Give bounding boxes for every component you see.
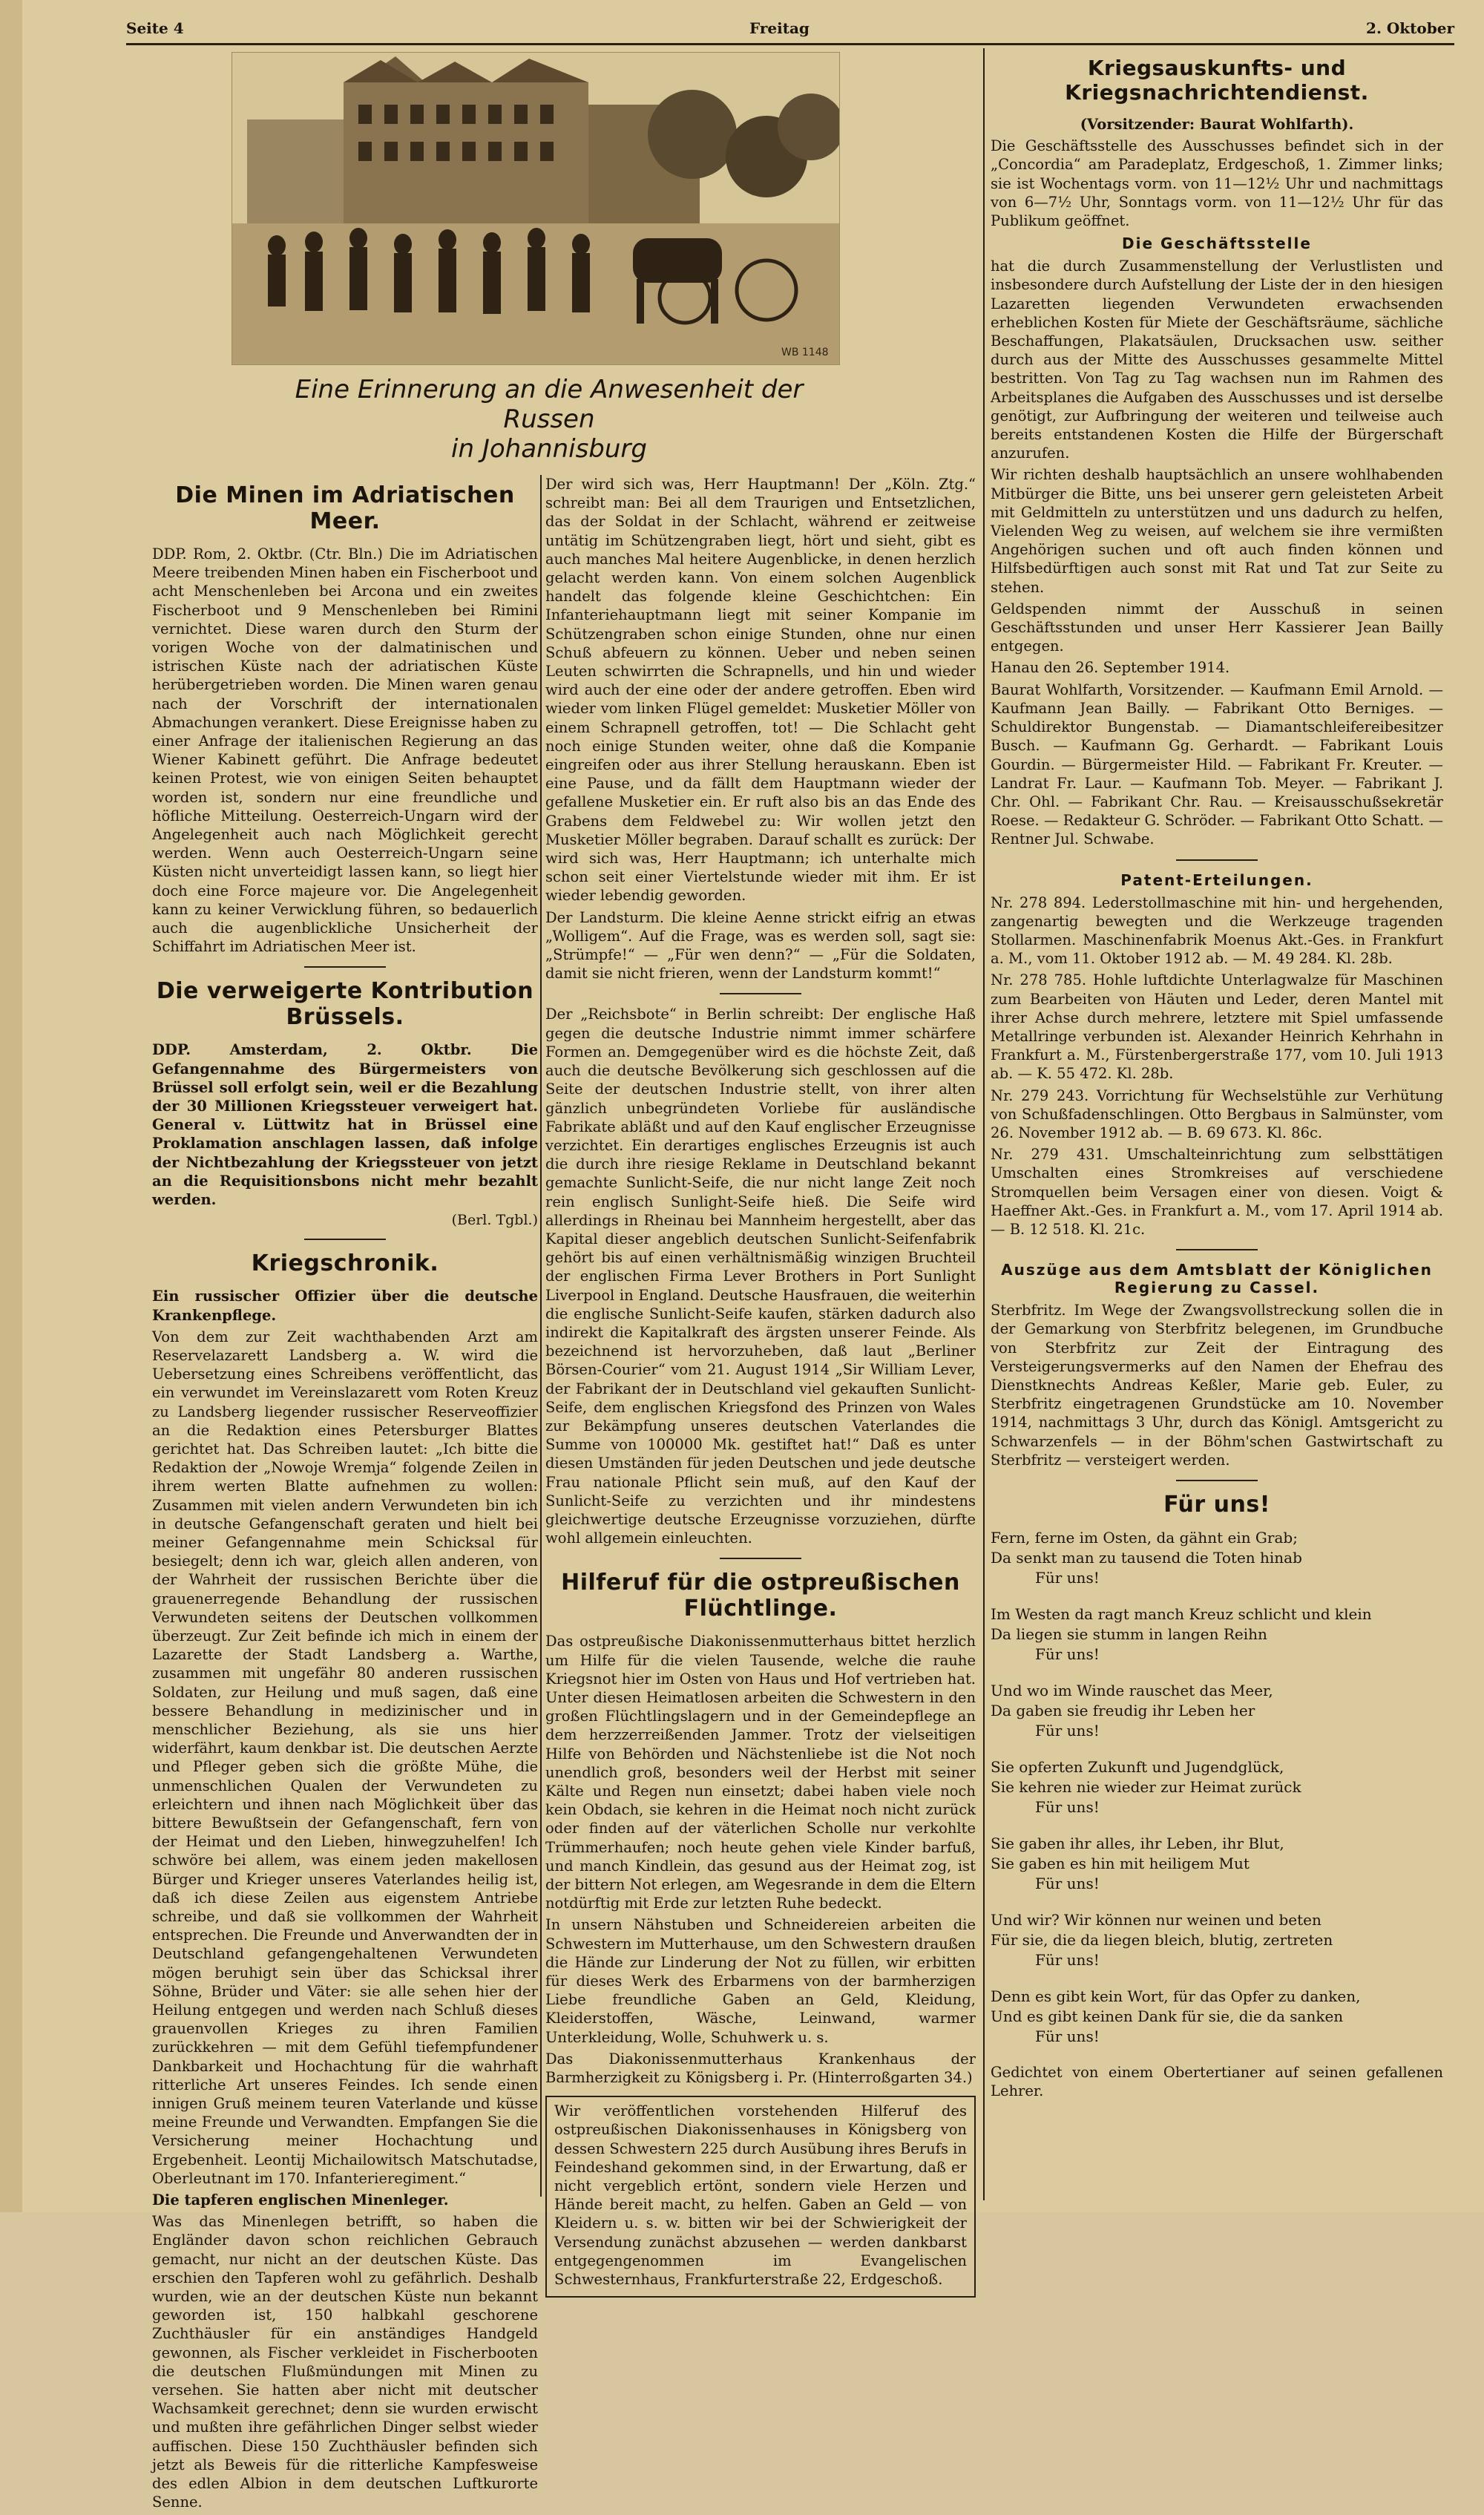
poem-stanza <box>991 1681 1443 1741</box>
caption-line-1: Eine Erinnerung an die Anwesenheit der Russen <box>295 375 804 434</box>
right-column <box>991 48 1443 2103</box>
weekday: Freitag <box>749 19 810 37</box>
poem <box>991 1528 1443 2047</box>
poem-line: Da senkt man zu tausend die Toten hinab <box>991 1549 1302 1567</box>
article-title-hilferuf: Hilferuf für die ostpreußischen Flüchtlinge. <box>561 1570 960 1622</box>
poem-stanza <box>991 1604 1443 1665</box>
page-number: Seite 4 <box>126 19 184 37</box>
article-text-hilferuf-1: Das ostpreußische Diakonissenmutterhaus bittet herzlich um Hilfe für die vielen Tausende, welche die rauhe Kriegsnot hier im Osten von Haus und Hof vertrieben hat. Unter diesen Heimatlosen arbeiten die Schwestern in den großen Flüchtlingslagern und in der Gemeindepflege an dem herzzerreißenden Jammer. Trotz der vielseitigen Hilfe von Behörden und Nächstenliebe ist die Not noch unendlich groß, besonders weil der Herbst mit seiner Kälte und Regen nun einsetzt; dabei haben viele noch kein Obdach, sie kehren in die Heimat noch nicht zurück oder finden auf der väterlichen Scholle nur verkohlte Trümmerhaufen; noch heute gehen viele Kinder barfuß, und manch Kindlein, das gesund aus der Heimat zog, ist der bittern Not erlegen, am Wegesrande in dem die Eltern notdürftig mit Erde zur letzten Ruhe bedeckt. <box>545 1633 976 1912</box>
subheading-geschaeftsstelle: Die Geschäftsstelle <box>1122 235 1312 253</box>
article-text-hilferuf-3: Das Diakonissenmutterhaus Krankenhaus der Barmherzigkeit zu Königsberg i. Pr. (Hinterroßgarten 34.) <box>545 2050 976 2087</box>
poem-line: Für sie, die da liegen bleich, blutig, zertreten <box>991 1931 1333 1949</box>
patent-entry: Nr. 279 431. Umschalteinrichtung zum selbsttätigen Umschalten eines Stromkreises auf verschiedene Stromquellen beim Versagen einer von diesen. Voigt & Haeffner Akt.-Ges. in Frankfurt a. M., vom 17. April 1914 ab. — B. 12 518. Kl. 21c. <box>991 1146 1443 1238</box>
article-text-minen: DDP. Rom, 2. Oktbr. (Ctr. Bln.) Die im Adriatischen Meere treibenden Minen haben ein Fischerboot und acht Menschenleben bei Arcona und ein zweites Fischerboot und 9 Menschenleben bei Rimini vernichtet. Diese waren durch den Sturm der vorigen Woche von der dalmatinischen und istrischen Küste nach der adriatischen Küste herübergetrieben worden. Die Minen waren genau nach der Vorschrift der internationalen Abmachungen verankert. Diese Ereignisse haben zu einer Anfrage der italienischen Regierung an das Wiener Kabinett geführt. Die Anfrage bedeutet keinen Protest, wie von einigen Seiten behauptet worden ist, sondern nur eine freundliche und höfliche Mitteilung. Oesterreich-Ungarn wird der Angelegenheit auch nach Möglichkeit gerecht werden. Wenn auch Oesterreich-Ungarn seine Küsten nicht unverteidigt lassen kann, so liegt hier doch eine Force majeure vor. Die Angelegenheit kann zu keiner Verwicklung führen, so bedauerlich auch die augenblickliche Unsicherheit der Schiffahrt im Adriatischen Meer ist. <box>152 545 538 956</box>
russians-in-johannisburg-drawing <box>232 53 839 364</box>
editor-note-box <box>545 2096 976 2298</box>
article-source: (Berl. Tgbl.) <box>451 1212 538 1229</box>
illustration-caption <box>267 375 831 464</box>
poem-title: Für uns! <box>1163 1492 1270 1518</box>
article-subtitle-kriegsauskunft: (Vorsitzender: Baurat Wohlfarth). <box>1080 116 1354 133</box>
divider <box>720 993 801 994</box>
article-title-minen: Die Minen im Adriatischen Meer. <box>175 482 515 534</box>
poem-refrain: Für uns! <box>1035 1951 1100 1969</box>
poem-line: Fern, ferne im Osten, da gähnt ein Grab; <box>991 1529 1298 1547</box>
article-text-geldspenden: Geldspenden nimmt der Ausschuß in seinen Geschäftsstunden und unser Herr Kassierer Jean Bailly entgegen. <box>991 600 1443 655</box>
issue-date: 2. Oktober <box>1366 19 1454 37</box>
divider <box>1176 1249 1258 1250</box>
patent-entry: Nr. 279 243. Vorrichtung für Wechselstühle zur Verhütung von Schußfadenschlingen. Otto Bergbaus in Salmünster, vom 26. November 1912 ab. — B. 69 673. Kl. 86c. <box>991 1086 1443 1141</box>
article-text-bruessel: DDP. Amsterdam, 2. Oktbr. Die Gefangennahme des Bürgermeisters von Brüssel soll erfolgt sein, weil er die Bezahlung der 30 Millionen Kriegssteuer verweigert hat. General v. Lüttwitz hat in Brüssel eine Proklamation anschlagen lassen, daß infolge der Nichtbezahlung der Kriegssteuer von jetzt an die Requisitionsbons nicht mehr bezahlt werden. <box>152 1041 538 1209</box>
poem-stanza <box>991 1987 1443 2047</box>
poem-refrain: Für uns! <box>1035 1875 1100 1892</box>
article-text-reichsbote: Der „Reichsbote“ in Berlin schreibt: Der englische Haß gegen die deutsche Industrie nimmt immer schärfere Formen an. Demgegenüber wird es die höchste Zeit, daß auch die deutsche Bevölkerung sich geschlossen auf die Seite der deutschen Industrie stellt, von ihrer alten gänzlich unbegründeten Vorliebe für ausländische Fabrikate abläßt und auf den Kauf englischer Erzeugnisse verzichtet. Ein derartiges englisches Erzeugnis ist auch die durch ihre riesige Reklame in Deutschland bekannt gemachte Sunlicht-Seife, die nur nicht lange Zeit noch rein englisch Sunlight-Seife hieß. Die Seife wird allerdings in Rheinau bei Mannheim hergestellt, aber das Kapital dieser angeblich deutschen Sunlicht-Seifenfabrik gehört bis auf einen verhältnismäßig winzigen Bruchteil der englischen Firma Lever Brothers in Port Sunlight Liverpool in England. Deutsche Hausfrauen, die weiterhin die englische Sunlicht-Seife kaufen, stärken dadurch also indirekt die Kapitalkraft des ärgsten unserer Feinde. Als bezeichnend ist hervorzuheben, daß laut „Berliner Börsen-Courier“ vom 21. August 1914 „Sir William Lever, der Fabrikant der in Deutschland viel gekauften Sunlicht-Seife, dem englischen Kriegsfond des Prinzen von Wales zur Bekämpfung unseres deutschen Vaterlandes die Summe von 100000 Mk. gestiftet hat!“ Daß es unter diesen Umständen für jeden Deutschen und jede deutsche Frau nationale Pflicht sein muß, auf den Kauf der Sunlicht-Seife zu verzichten und ihr mindestens gleichwertige deutsche Erzeugnisse vorzuziehen, dürfte wohl allgemein einleuchten. <box>545 1006 976 1547</box>
subheading-minenleger: Die tapferen englischen Minenleger. <box>152 2191 449 2209</box>
article-title-patente: Patent-Erteilungen. <box>1120 870 1313 889</box>
left-column <box>152 475 538 2515</box>
poem-line: Da gaben sie freudig ihr Leben her <box>991 1702 1255 1719</box>
article-title-kriegsauskunft: Kriegsauskunfts- und Kriegsnachrichtendienst. <box>1065 56 1369 105</box>
patent-entry: Nr. 278 785. Hohle luftdichte Unterlagwalze für Maschinen zum Bearbeiten von Häuten und Leder, deren Mantel mit ihrer Achse durch mehrere, letztere mit Spiel umfassende Metallringe verbunden ist. Alexander Heinrich Kehrhahn in Frankfurt a. M., Fürstenbergerstraße 177, vom 10. Juli 1913 ab. — K. 55 472. Kl. 28b. <box>991 971 1443 1083</box>
article-text-geschaeftsstelle: hat die durch Zusammenstellung der Verlustlisten und insbesondere durch Aufstellung der Liste der in den hiesigen Lazaretten liegenden Verwundeten erwachsenden erheblichen Kosten für Miete der Geschäftsräume, sächliche Beschaffungen, Plakatsäulen, Drucksachen usw. seither durch aus der Mitte des Ausschusses gesammelte Mittel bestritten. Von Tag zu Tag wachsen nun im Rahmen des Arbeitsplanes die Aufgaben des Ausschusses und ist derselbe genötigt, zur Aufbringung der weiteren und teilweise auch bereits entstandenen Kosten die Hilfe der Bürgerschaft anzurufen. <box>991 258 1443 462</box>
divider <box>1176 1480 1258 1481</box>
illustration-signature: WB 1148 <box>781 347 829 358</box>
poem-stanza <box>991 1910 1443 1970</box>
article-text-amtsblatt: Sterbfritz. Im Wege der Zwangsvollstreckung sollen die in der Gemarkung von Sterbfritz belegenen, im Grundbuche von Sterbfritz zur Zeit der Eintragung des Versteigerungsvermerks auf den Namen der Ehefrau des Dienstknechts Andreas Keßler, Marie geb. Euler, zu Sterbfritz eingetragenen Grundstücke am 10. November 1914, nachmittags 3 Uhr, durch das Königl. Amtsgericht zu Schwarzenfels — in der Böhm'schen Gastwirtschaft zu Sterbfritz — versteigert werden. <box>991 1302 1443 1469</box>
page-edge <box>0 0 22 2212</box>
article-text-landsturm: Der Landsturm. Die kleine Aenne strickt eifrig an etwas „Wolligem“. Auf die Frage, was es werden soll, sagt sie: „Strümpfe!“ — „Für wen denn?“ — „Für die Soldaten, damit sie nicht frieren, wenn der Landsturm kommt!“ <box>545 908 976 983</box>
article-title-bruessel: Die verweigerte Kontribution Brüssels. <box>156 978 534 1031</box>
poem-credit: Gedichtet von einem Obertertianer auf seinen gefallenen Lehrer. <box>991 2064 1443 2100</box>
article-date: Hanau den 26. September 1914. <box>991 659 1230 677</box>
poem-line: Denn es gibt kein Wort, für das Opfer zu danken, <box>991 1987 1361 2005</box>
article-text-geschaeftsstelle-hours: Die Geschäftsstelle des Ausschusses befindet sich in der „Concordia“ am Paradeplatz, Erdgeschoß, 1. Zimmer links; sie ist Wochentags vorm. von 11—12½ Uhr und nachmittags von 6—7½ Uhr, Sonntags vorm. von 11—12½ Uhr für das Publikum geöffnet. <box>991 137 1443 230</box>
illustration <box>232 52 840 365</box>
poem-line: Da liegen sie stumm in langen Reihn <box>991 1625 1267 1643</box>
poem-stanza <box>991 1757 1443 1817</box>
committee-members: Baurat Wohlfarth, Vorsitzender. — Kaufmann Emil Arnold. — Kaufmann Jean Bailly. — Fabrikant Otto Berniges. — Schuldirektor Bungenstab. — Diamantschleifereibesitzer Busch. — Kaufmann Gg. Gerhardt. — Fabrikant Louis Gourdin. — Bürgermeister Hild. — Fabrikant Fr. Kreuter. — Landrat Fr. Laur. — Kaufmann Tob. Meyer. — Fabrikant J. Chr. Ohl. — Fabrikant Chr. Rau. — Kreisausschußsekretär Roese. — Redakteur G. Schröder. — Fabrikant Otto Schatt. — Rentner Jul. Schwabe. <box>991 681 1443 848</box>
poem-line: Im Westen da ragt manch Kreuz schlicht und klein <box>991 1605 1372 1623</box>
poem-refrain: Für uns! <box>1035 1645 1100 1663</box>
divider <box>720 1558 801 1559</box>
poem-refrain: Für uns! <box>1035 1798 1100 1816</box>
middle-column <box>545 475 976 2298</box>
divider <box>304 966 386 968</box>
poem-line: Sie gaben es hin mit heiligem Mut <box>991 1855 1250 1872</box>
poem-line: Sie opferten Zukunft und Jugendglück, <box>991 1758 1284 1776</box>
poem-refrain: Für uns! <box>1035 1569 1100 1587</box>
article-text-krankenpflege: Von dem zur Zeit wachthabenden Arzt am Reservelazarett Landsberg a. W. wird die Uebersetzung eines Schreibens veröffentlicht, das ein verwundet im Vereinslazarett vom Roten Kreuz zu Landsberg liegender russischer Reserveoffizier an die Redaktion eines Petersburger Blattes gerichtet hat. Das Schreiben lautet: „Ich bitte die Redaktion der „Nowoje Wremja“ folgende Zeilen in ihrem werten Blatte aufnehmen zu wollen: Zusammen mit vielen andern Verwundeten bin ich in deutsche Gefangenschaft geraten und hielt bei meiner Gefangennahme mein Schicksal für besiegelt; denn ich war, gleich allen anderen, von der Wahrheit der russischen Berichte über die grauenerregende Behandlung der russischen Verwundeten seitens der Deutschen vollkommen überzeugt. Zur Zeit befinde ich mich in einem der Lazarette der Stadt Landsberg a. Warthe, zusammen mit ungefähr 80 anderen russischen Soldaten, zur Heilung und muß sagen, daß eine bessere Behandlung in medizinischer und in menschlicher Beziehung, als sie uns hier widerfährt, kaum denkbar ist. Die deutschen Aerzte und Pfleger geben sich die größte Mühe, die unmenschlichen Qualen der Verwundeten zu erleichtern und ihnen nach Möglichkeit über das bittere Bewußtsein der Gefangenschaft, fern von der Heimat und den Lieben, hinwegzuhelfen! Ich schwöre bei allem, was einem jeden makellosen Bürger und Krieger unseres Vaterlandes heilig ist, daß ich diese Zeilen aus eigenstem Antriebe schreibe, und daß sie vollkommen der Wahrheit entsprechen. Die Freunde und Anverwandten der in Deutschland gefangengehaltenen Verwundeten mögen beruhigt sein über das Schicksal ihrer Söhne, Brüder und Väter: sie alle sehen hier der Heilung entgegen und werden nach Schluß dieses grauenvollen Krieges zu ihren Familien zurückkehren — mit dem Gefühl tiefempfundener Dankbarkeit und Hochachtung für die wahrhaft ritterliche Art unseres Feindes. Ich sende einen innigen Gruß meinem teuren Vaterlande und küsse meine Freunde und Verwandten. Empfangen Sie die Versicherung meiner Hochachtung und Ergebenheit. Leontij Michailowitsch Matschutadse, Oberleutnant im 170. Infanterieregiment.“ <box>152 1328 538 2187</box>
patent-entry: Nr. 278 894. Lederstollmaschine mit hin- und hergehenden, zangenartig bewegten und die Werkzeuge tragenden Stollarmen. Maschinenfabrik Moenus Akt.-Ges. in Frankfurt a. M., vom 11. Oktober 1912 ab. — M. 49 284. Kl. 28b. <box>991 893 1443 968</box>
poem-refrain: Für uns! <box>1035 2027 1100 2045</box>
poem-line: Sie kehren nie wieder zur Heimat zurück <box>991 1778 1301 1796</box>
poem-line: Und wir? Wir können nur weinen und beten <box>991 1911 1322 1929</box>
caption-line-2: in Johannisburg <box>451 434 647 464</box>
divider <box>304 1239 386 1240</box>
column-rule <box>983 48 985 2200</box>
article-title-amtsblatt: Auszüge aus dem Amtsblatt der Königlichen Regierung zu Cassel. <box>1001 1261 1433 1297</box>
article-text-hauptmann: Der wird sich was, Herr Hauptmann! Der „Köln. Ztg.“ schreibt man: Bei all dem Traurigen und Entsetzlichen, das der Soldat in der Schlacht, während er zeitweise untätig im Schützengraben liegt, hört und sieht, gibt es auch manches Mal heitere Augenblicke, in denen herzlich gelacht werden kann. Von einem solchen Augenblick handelt das folgende kleine Geschichtchen: Ein Infanteriehauptmann liegt mit seiner Kompanie im Schützengraben schon einige Stunden, ohne nur einen Schuß abfeuern zu können. Ueber und neben seinen Leuten schwirrten die Schrapnells, und hin und wieder wird auch der eine oder der andere getroffen. Eben wird wieder vom linken Flügel gemeldet: Musketier Möller von einem Schrapnell getroffen, tot! — Die Schlacht geht noch einige Stunden weiter, ohne daß die Kompanie eingreifen oder aus ihrer Stellung herauskann. Eben ist eine Pause, und da fällt dem Hauptmann wieder der gefallene Musketier ein. Er ruft also bis an das Ende des Grabens dem Feldwebel zu: Wir wollen jetzt den Musketier Möller begraben. Darauf schallt es zurück: Der wird sich was, Herr Hauptmann; ich unterhalte mich schon seit einer Viertelstunde wieder mit ihm. Er ist wieder lebendig geworden. <box>545 476 976 905</box>
poem-refrain: Für uns! <box>1035 1722 1100 1739</box>
article-text-bitte: Wir richten deshalb hauptsächlich an unsere wohlhabenden Mitbürger die Bitte, uns bei unserer gern geleisteten Arbeit mit Geldmitteln zu unterstützen und uns dadurch zu helfen, Vielenden Weg zu weisen, auf welchem sie ihre vermißten Angehörigen suchen und oft auch finden können und Hilfsbedürftigen auch sonst mit Rat und Tat zur Seite zu stehen. <box>991 466 1443 596</box>
column-rule <box>540 475 542 2197</box>
editor-note-text: Wir veröffentlichen vorstehenden Hilferuf des ostpreußischen Diakonissenhauses in Königsberg von dessen Schwestern 225 durch Ausübung ihres Berufs in Feindeshand gekommen sind, in der Erwartung, daß er nicht vergeblich ertönt, sondern viele Herzen und Hände bereit macht, zu helfen. Gaben an Geld — von Kleidern u. s. w. bitten wir bei der Schwierigkeit der Versendung zunächst abzusehen — werden dankbarst entgegengenommen im Evangelischen Schwesternhaus, Frankfurterstraße 22, Erdgeschoß. <box>554 2102 967 2289</box>
article-title-kriegschronik: Kriegschronik. <box>251 1250 439 1277</box>
article-text-hilferuf-2: In unsern Nähstuben und Schneidereien arbeiten die Schwestern im Mutterhause, um den Schwestern draußen die Hände zur Linderung der Not zu füllen, wir erbitten für dieses Werk des Erbarmens von der barmherzigen Liebe freundliche Gaben an Geld, Kleidung, Kleiderstoffen, Wäsche, Leinwand, warmer Unterkleidung, Wolle, Schuhwerk u. s. <box>545 1916 976 2046</box>
article-text-minenleger: Was das Minenlegen betrifft, so haben die Engländer davon schon reichlichen Gebrauch gemacht, nur nicht an der deutschen Küste. Das erschien den Tapferen wohl zu gefährlich. Deshalb wurden, wie an der deutschen Küste nun bekannt geworden ist, 150 halbkahl geschorene Zuchthäusler für ein anständiges Handgeld gewonnen, als Fischer verkleidet in Fischerbooten die deutschen Flußmündungen mit Minen zu versehen. Sie hatten aber nicht mit deutscher Wachsamkeit gerechnet; denn sie wurden erwischt und mußten ihre gefährlichen Dinger selbst wieder auffischen. Diese 150 Zuchthäusler befinden sich jetzt als Beweis für die ritterliche Kampfesweise des edlen Albion in dem deutschen Luftkurorte Senne. <box>152 2213 538 2511</box>
poem-stanza <box>991 1528 1443 1588</box>
divider <box>1176 859 1258 861</box>
poem-line: Und es gibt keinen Dank für sie, die da sanken <box>991 2007 1344 2025</box>
poem-line: Sie gaben ihr alles, ihr Leben, ihr Blut, <box>991 1834 1284 1852</box>
subheading-krankenpflege: Ein russischer Offizier über die deutsche Krankenpflege. <box>152 1288 538 1324</box>
page-header <box>126 13 1454 45</box>
poem-line: Und wo im Winde rauschet das Meer, <box>991 1682 1273 1699</box>
poem-stanza <box>991 1834 1443 1894</box>
